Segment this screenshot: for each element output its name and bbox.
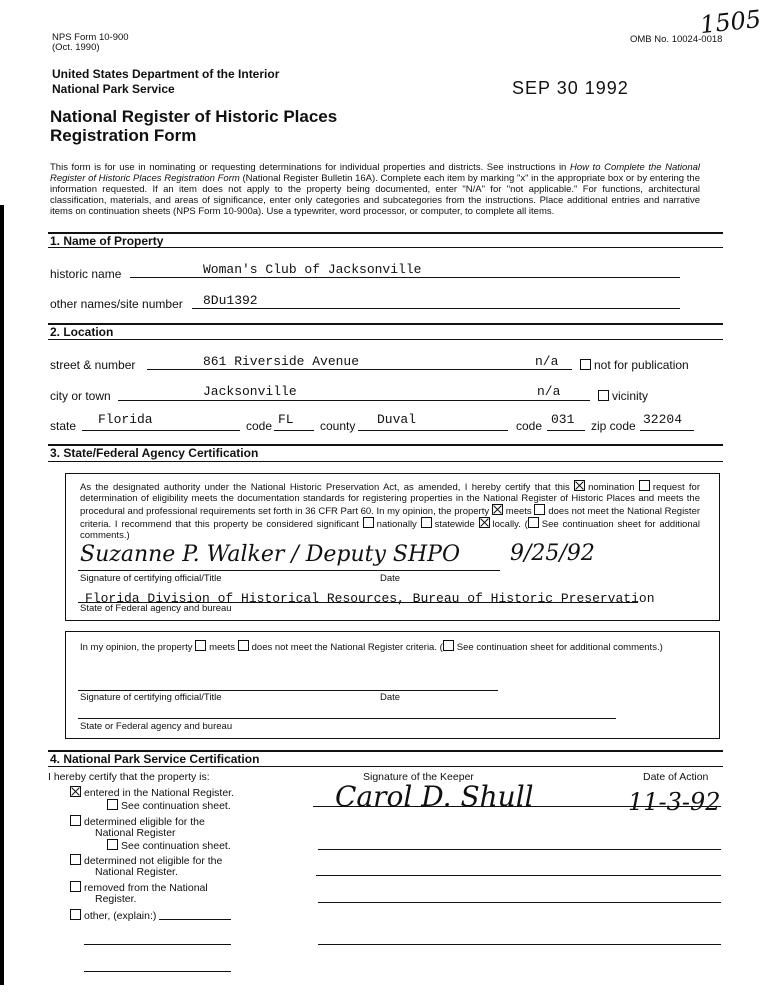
removed-checkbox[interactable] xyxy=(70,881,81,892)
official-signature: Suzanne P. Walker / Deputy SHPO xyxy=(80,542,461,567)
vicinity[interactable] xyxy=(598,389,648,403)
city-label: city or town xyxy=(50,389,111,403)
locally-checkbox[interactable] xyxy=(479,517,490,528)
city-field[interactable]: Jacksonville xyxy=(203,384,297,399)
certification-text: As the designated authority under the National Historic Preservation Act, as amended, I hereby certify that this nomination request for determination of eligibility meets the documentation standards for registering properties in the National Register of Historic Places and meets the procedural and professional requirements set forth in 36 CFR Part 60. In my opinion, the property meets does not meet the National Register criteria. I recommend that this property be considered significant nationally statewide locally. ( See continuation sheet for additional comments.) xyxy=(80,482,701,541)
other-option[interactable]: other, (explain:) xyxy=(70,909,156,922)
instructions: This form is for use in nominating or requesting determinations for individual properties and districts. See instructions in How to Complete the National Register of Historic Places Registration Form (National Register Bulletin 16A). Complete each item by marking "x" in the appropriate box or by entering the information requested. If an item does not apply to the property being documented, enter "N/A" for "not applicable." For functions, architectural classification, materials, and areas of significance, enter only categories and subcategories from the instructions. Place additional entries and narrative items on continuation sheets (NPS Form 10-900a). Use a typewriter, word processor, or computer, to complete all items. xyxy=(50,162,700,217)
nationally-checkbox[interactable] xyxy=(363,517,374,528)
eligible-label-2: National Register xyxy=(95,827,176,839)
not-for-publication[interactable] xyxy=(580,358,689,372)
state-label: state xyxy=(50,419,77,433)
not-eligible-option[interactable]: determined not eligible for the xyxy=(70,854,222,867)
scan-edge xyxy=(0,205,4,985)
meets-checkbox[interactable] xyxy=(492,504,503,515)
agency-field[interactable]: Florida Division of Historical Resources, Bureau of Historic Preservation xyxy=(85,591,655,606)
department: United States Department of the Interior xyxy=(52,67,280,81)
removed-option[interactable]: removed from the National xyxy=(70,881,208,894)
omb-number: OMB No. 10024-0018 xyxy=(630,34,723,45)
action-date: 11-3-92 xyxy=(628,788,721,816)
entered-option[interactable]: entered in the National Register. xyxy=(70,786,234,799)
opinion-meets-checkbox[interactable] xyxy=(195,640,206,651)
continuation-checkbox[interactable] xyxy=(528,517,539,528)
statewide-checkbox[interactable] xyxy=(421,517,432,528)
state-code-label: code xyxy=(246,419,273,433)
county-field[interactable]: Duval xyxy=(377,412,417,427)
agency2-label: State or Federal agency and bureau xyxy=(80,721,233,732)
service: National Park Service xyxy=(52,82,175,96)
form-date: (Oct. 1990) xyxy=(52,42,100,53)
page-title: National Register of Historic Places Registration Form xyxy=(50,107,338,145)
see-continuation-1-checkbox[interactable] xyxy=(107,799,118,810)
eligible-option[interactable]: determined eligible for the xyxy=(70,815,205,828)
zip-label: zip code xyxy=(591,419,636,433)
county-code-label: code xyxy=(516,419,543,433)
section-4-heading: 4. National Park Service Certification xyxy=(50,752,260,766)
see-continuation-1[interactable]: See continuation sheet. xyxy=(107,799,231,812)
not-for-publication-label: not for publication xyxy=(594,358,689,372)
historic-name-field[interactable]: Woman's Club of Jacksonville xyxy=(203,262,422,277)
opinion-text: In my opinion, the property meets does not meet the National Register criteria. ( See continuation sheet for additional comments.) xyxy=(80,642,663,653)
signature-date: 9/25/92 xyxy=(510,541,595,566)
other-names-field[interactable]: 8Du1392 xyxy=(203,293,258,308)
opinion-not-meet-checkbox[interactable] xyxy=(238,640,249,651)
form-number: NPS Form 10-900 xyxy=(52,32,129,43)
opinion-continuation-checkbox[interactable] xyxy=(443,640,454,651)
date-label: Date xyxy=(380,573,401,584)
street-label: street & number xyxy=(50,358,136,372)
state-code-field[interactable]: FL xyxy=(278,412,294,427)
signature-label: Signature of certifying official/Title xyxy=(80,573,222,584)
certify-label: I hereby certify that the property is: xyxy=(48,771,210,783)
other-names-label: other names/site number xyxy=(50,297,183,311)
agency-label: State of Federal agency and bureau xyxy=(80,603,232,614)
signature2-label: Signature of certifying official/Title xyxy=(80,692,222,703)
street-field[interactable]: 861 Riverside Avenue xyxy=(203,354,360,369)
not-meet-checkbox[interactable] xyxy=(534,504,545,515)
reference-number: 1505 xyxy=(698,4,763,40)
date2-label: Date xyxy=(380,692,401,703)
removed-label-2: Register. xyxy=(95,893,137,905)
see-continuation-2[interactable]: See continuation sheet. xyxy=(107,839,231,852)
county-code-field[interactable]: 031 xyxy=(551,412,575,427)
section-2-heading: 2. Location xyxy=(50,325,114,339)
state-field[interactable]: Florida xyxy=(98,412,153,427)
eligible-checkbox[interactable] xyxy=(70,815,81,826)
street-na: n/a xyxy=(535,354,559,369)
keeper-signature: Carol D. Shull xyxy=(335,780,534,813)
section-1-heading: 1. Name of Property xyxy=(50,234,164,248)
historic-name-label: historic name xyxy=(50,267,122,281)
section-3-heading: 3. State/Federal Agency Certification xyxy=(50,446,259,460)
vicinity-checkbox[interactable] xyxy=(598,390,609,401)
zip-field[interactable]: 32204 xyxy=(643,412,683,427)
see-continuation-2-checkbox[interactable] xyxy=(107,839,118,850)
other-checkbox[interactable] xyxy=(70,909,81,920)
vicinity-label: vicinity xyxy=(612,389,649,403)
keeper-label: Signature of the Keeper xyxy=(363,771,474,783)
received-stamp: SEP 30 1992 xyxy=(512,78,629,98)
not-eligible-checkbox[interactable] xyxy=(70,854,81,865)
not-for-publication-checkbox[interactable] xyxy=(580,359,591,370)
request-checkbox[interactable] xyxy=(639,480,650,491)
action-date-label: Date of Action xyxy=(643,771,709,783)
not-eligible-label-2: National Register. xyxy=(95,866,178,878)
nomination-checkbox[interactable] xyxy=(574,480,585,491)
entered-checkbox[interactable] xyxy=(70,786,81,797)
city-na: n/a xyxy=(537,384,561,399)
county-label: county xyxy=(320,419,356,433)
